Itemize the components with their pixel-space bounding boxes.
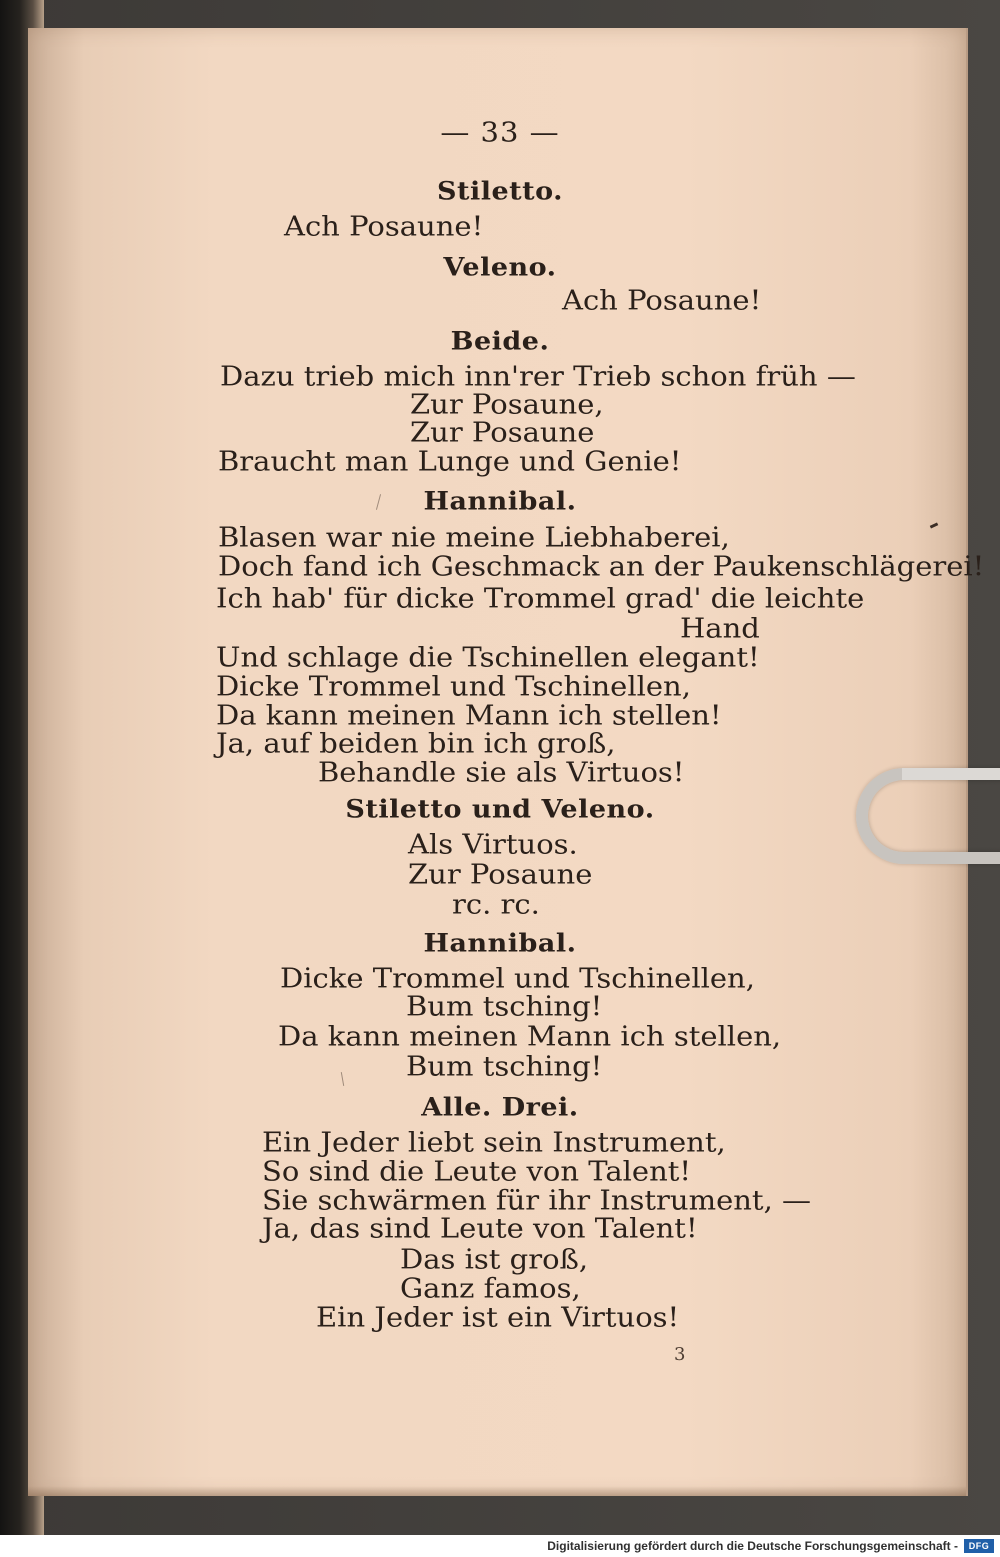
verse-line: Das ist groß, [400, 1243, 589, 1276]
verse-line: So sind die Leute von Talent! [262, 1155, 692, 1188]
verse-line: Blasen war nie meine Liebhaberei, [218, 521, 730, 554]
verse-line: Bum tsching! [406, 1050, 603, 1083]
speaker-hannibal: Hannibal. [423, 929, 577, 959]
verse-line: Ach Posaune! [562, 284, 762, 317]
verse-line: Ein Jeder liebt sein Instrument, [262, 1126, 726, 1159]
verse-line: Doch fand ich Geschmack an der Paukenschlägerei! [218, 550, 985, 583]
verse-line: rc. rc. [452, 888, 540, 921]
speaker-stiletto-und-veleno: Stiletto und Veleno. [345, 795, 655, 825]
verse-line: Sie schwärmen für ihr Instrument, — [262, 1184, 812, 1217]
verse-line: Dicke Trommel und Tschinellen, [280, 962, 755, 995]
verse-line: Als Virtuos. [408, 828, 578, 861]
verse-line: Braucht man Lunge und Genie! [218, 445, 682, 478]
verse-line: Da kann meinen Mann ich stellen, [278, 1020, 782, 1053]
page-number: — 33 — [440, 116, 560, 149]
speaker-beide: Beide. [450, 327, 550, 357]
verse-line: Ja, das sind Leute von Talent! [262, 1212, 698, 1245]
verse-line: Behandle sie als Virtuos! [318, 756, 685, 789]
speaker-hannibal: Hannibal. [423, 487, 577, 517]
verse-line: Zur Posaune [410, 416, 595, 449]
verse-line: Und schlage die Tschinellen elegant! [216, 641, 760, 674]
verse-line: Ganz famos, [400, 1272, 581, 1305]
dfg-logo-icon: DFG [964, 1539, 994, 1553]
verse-line: Ach Posaune! [284, 210, 484, 243]
speaker-stiletto: Stiletto. [436, 177, 564, 207]
verse-line: Bum tsching! [406, 990, 603, 1023]
verse-line: Dicke Trommel und Tschinellen, [216, 670, 691, 703]
verse-line: Zur Posaune, [410, 388, 604, 421]
verse-line: Ich hab' für dicke Trommel grad' die leichte [216, 582, 865, 615]
verse-line: Ein Jeder ist ein Virtuos! [316, 1301, 680, 1334]
verse-line: Dazu trieb mich inn'rer Trieb schon früh — [220, 360, 856, 393]
speaker-veleno: Veleno. [443, 253, 557, 283]
verse-line: Hand [680, 612, 760, 645]
footer-credit: Digitalisierung gefördert durch die Deutsche Forschungsgemeinschaft - [547, 1539, 958, 1553]
verse-line: Ja, auf beiden bin ich groß, [216, 727, 616, 760]
speaker-alle-drei: Alle. Drei. [421, 1093, 579, 1123]
verse-line: Da kann meinen Mann ich stellen! [216, 699, 722, 732]
signature-mark: 3 [674, 1344, 686, 1365]
verse-line: Zur Posaune [408, 858, 593, 891]
